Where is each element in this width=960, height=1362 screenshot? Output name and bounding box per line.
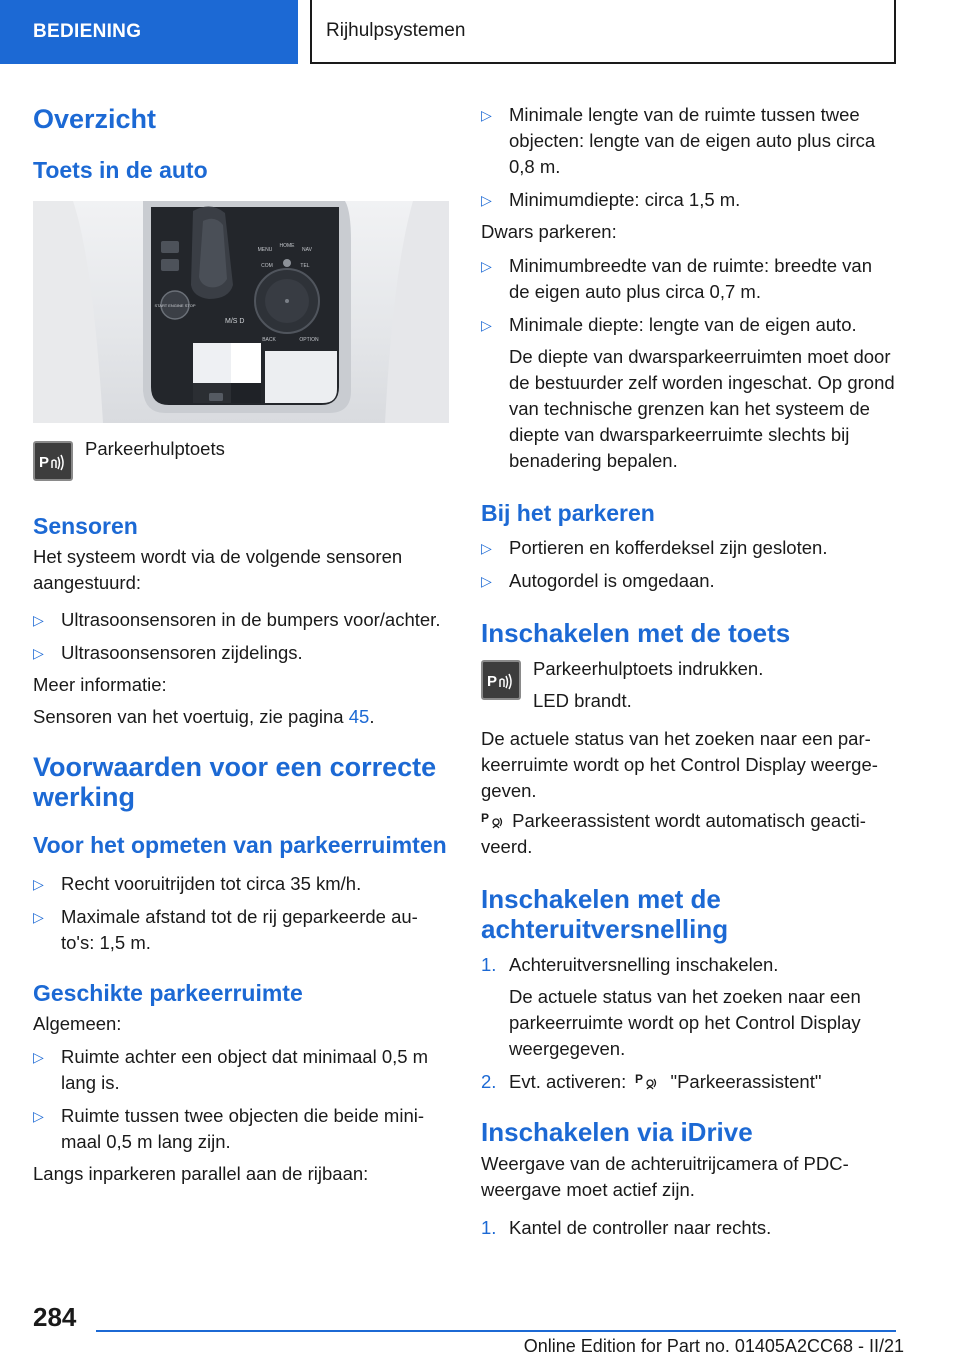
header-chapter-label: Rijhulpsystemen <box>326 20 466 41</box>
svg-text:P: P <box>487 673 498 690</box>
step-text: Kantel de controller naar rechts. <box>509 1217 772 1238</box>
heading-toets-in-auto: Toets in de auto <box>33 157 208 183</box>
achteruit-note: De actuele status van het zoeken naar een parkeerruimte wordt op het Control Display weergegeven. <box>509 986 861 1059</box>
start-button-label: START ENGINE STOP <box>154 303 196 308</box>
list-item: ▷ Recht vooruitrijden tot circa 35 km/h. <box>33 871 449 897</box>
parking-assist-button-icon <box>33 441 73 481</box>
list-item: ▷ Ruimte tussen twee objecten die beide mini-maal 0,5 m lang zijn. <box>33 1103 449 1155</box>
list-item <box>481 1069 895 1095</box>
list-item: ▷ Minimale diepte: lengte van de eigen auto. <box>481 312 895 338</box>
sensoren-reference-text: Sensoren van het voertuig, zie pagina <box>33 706 349 727</box>
svg-text:P: P <box>635 1072 644 1086</box>
nav-button-label: NAV <box>302 247 312 253</box>
list-item: ▷ Maximale afstand tot de rij geparkeerde au-to's: 1,5 m. <box>33 904 449 956</box>
footer-edition: Online Edition for Part no. 01405A2CC68 - II/21 <box>523 1336 904 1356</box>
page-link-45[interactable]: 45 <box>348 706 370 727</box>
heading-voorwaarden: Voorwaarden voor een correcte werking <box>33 752 437 812</box>
header-section-label: BEDIENING <box>33 21 142 42</box>
toets-instruction-row <box>481 656 895 714</box>
toets-line-1: Parkeerhulptoets indrukken. <box>533 658 764 679</box>
toets-status-paragraph: De actuele status van het zoeken naar een par-keerruimte wordt op het Control Display weerge-geven. <box>481 728 878 801</box>
idrive-paragraph: Weergave van de achteruitrijcamera of PDC-weergave moet actief zijn. <box>481 1153 849 1200</box>
list-item: ▷ Ruimte achter een object dat minimaal 0,5 m lang is. <box>33 1044 449 1096</box>
home-button-label: HOME <box>279 243 295 249</box>
toets-instruction-text <box>533 656 763 714</box>
tel-button-label: TEL <box>300 263 310 269</box>
list-item: ▷ Minimumbreedte van de ruimte: breedte van de eigen auto plus circa 0,7 m. <box>481 253 895 305</box>
list-item <box>481 952 895 978</box>
park-button-caption-row <box>33 438 449 481</box>
heading-inschakelen-idrive: Inschakelen via iDrive <box>481 1117 753 1147</box>
heading-bij-parkeren: Bij het parkeren <box>481 500 655 526</box>
footer-divider <box>96 1330 896 1332</box>
heading-overzicht: Overzicht <box>33 104 157 134</box>
list-item: ▷ Minimale lengte van de ruimte tussen twee objecten: lengte van de eigen auto plus circa 0,8 m. <box>481 102 895 180</box>
list-item: ▷ Autogordel is omgedaan. <box>481 568 895 594</box>
list-item: ▷ Portieren en kofferdeksel zijn gesloten. <box>481 535 895 561</box>
step-number: 1. <box>481 1217 497 1238</box>
step-suffix: "Parkeerassistent" <box>670 1071 822 1092</box>
step-text: Achteruitversnelling inschakelen. <box>509 954 779 975</box>
svg-text:P: P <box>481 811 490 825</box>
parking-assistant-icon <box>635 1069 661 1091</box>
list-item: ▷ Ultrasoonsensoren in de bumpers voor/achter. <box>33 607 449 633</box>
langs-label: Langs inparkeren parallel aan de rijbaan: <box>33 1163 369 1184</box>
list-item: ▷ Ultrasoonsensoren zijdelings. <box>33 640 449 666</box>
center-console-photo <box>33 201 449 423</box>
sensoren-reference <box>33 704 449 730</box>
parking-assist-button-icon <box>481 660 521 700</box>
page-number: 284 <box>33 1302 77 1332</box>
center-console-illustration <box>33 201 449 423</box>
option-button-label: OPTION <box>299 337 319 343</box>
algemeen-label: Algemeen: <box>33 1013 122 1034</box>
heading-inschakelen-achteruit: Inschakelen met de achteruitversnelling <box>481 884 729 944</box>
back-button-label: BACK <box>262 337 276 343</box>
step-text: Evt. activeren: <box>509 1071 627 1092</box>
sensoren-intro: Het systeem wordt via de volgende sensoren aangestuurd: <box>33 546 403 593</box>
parking-assistant-icon <box>481 808 507 830</box>
header-section-tab <box>0 0 298 64</box>
step-number: 1. <box>481 954 497 975</box>
toets-line-2: LED brandt. <box>533 690 632 711</box>
header-chapter-tab <box>310 0 896 64</box>
dwars-label: Dwars parkeren: <box>481 221 617 242</box>
svg-text:P: P <box>39 454 50 471</box>
svg-text:M/S D: M/S D <box>225 318 245 325</box>
step-number: 2. <box>481 1071 497 1092</box>
heading-sensoren: Sensoren <box>33 513 138 539</box>
heading-geschikt: Geschikte parkeerruimte <box>33 980 303 1006</box>
com-button-label: COM <box>261 263 273 269</box>
heading-inschakelen-toets: Inschakelen met de toets <box>481 618 791 648</box>
heading-opmeten: Voor het opmeten van parkeerruimten <box>33 832 447 858</box>
right-column <box>481 102 895 1241</box>
menu-button-label: MENU <box>257 247 273 253</box>
parkeerassistent-note <box>481 808 895 860</box>
dwars-note: De diepte van dwarsparkeerruimten moet door de bestuurder zelf worden ingeschat. Op grond van technische grenzen kan het systeem de diepte van dwarsparkeerruimte slechts bij benadering bepalen. <box>509 346 895 471</box>
meer-informatie: Meer informatie: <box>33 674 167 695</box>
park-button-caption: Parkeerhulptoets <box>85 438 225 459</box>
sensoren-reference-end: . <box>369 706 375 727</box>
left-column <box>33 100 449 1187</box>
parkeerassistent-text: Parkeerassistent wordt automatisch geacti-veerd. <box>481 810 866 857</box>
list-item <box>481 1215 895 1241</box>
list-item: ▷ Minimumdiepte: circa 1,5 m. <box>481 187 895 213</box>
